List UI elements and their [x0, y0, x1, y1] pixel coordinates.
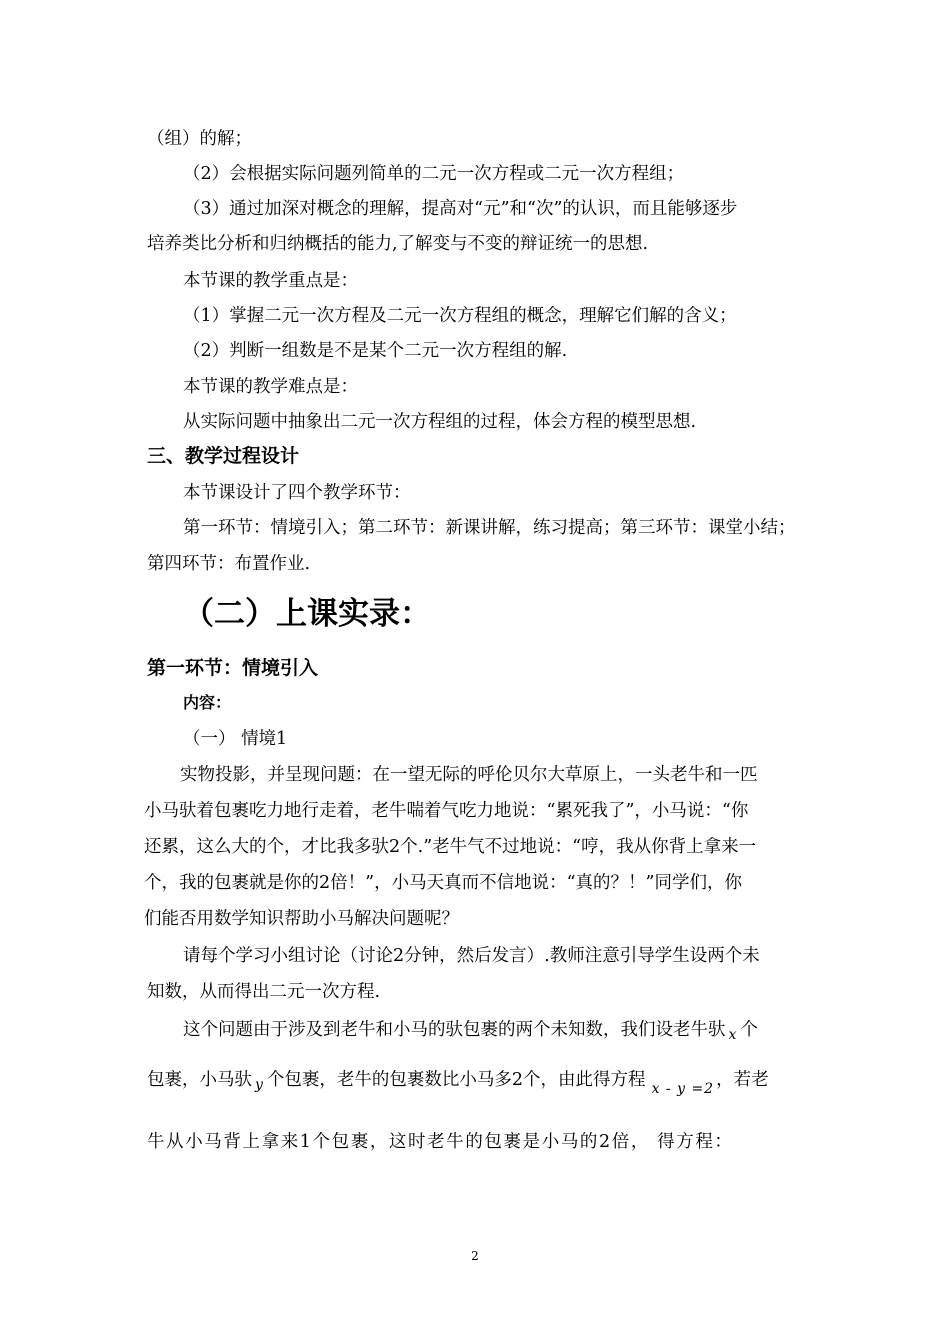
text-line: 知数，从而得出二元一次方程. — [147, 982, 381, 1002]
text-line: 培养类比分析和归纳概括的能力,了解变与不变的辩证统一的思想. — [147, 234, 649, 254]
equation: x - y =2 — [651, 1081, 715, 1097]
variable-y: y — [255, 1077, 264, 1093]
story-line: 实物投影，并呈现问题：在一望无际的呼伦贝尔大草原上，一头老牛和一匹 — [180, 765, 758, 785]
content-label: 内容： — [183, 693, 232, 712]
text-line: 从实际问题中抽象出二元一次方程组的过程，体会方程的模型思想. — [183, 412, 697, 432]
text-span: ，若老 — [716, 1070, 769, 1090]
text-span: 包裹，小马驮 — [147, 1070, 252, 1090]
story-line: 们能否用数学知识帮助小马解决问题呢？ — [144, 909, 459, 929]
text-line: （1）掌握二元一次方程及二元一次方程组的概念，理解它们解的含义； — [183, 306, 737, 326]
scene-label: （一） 情境1 — [183, 729, 288, 749]
stage-heading: 第一环节：情境引入 — [147, 657, 319, 679]
text-line: 第四环节：布置作业. — [147, 554, 311, 574]
story-line: 小马驮着包裹吃力地行走着，老牛喘着气吃力地说：“累死我了”，小马说：“你 — [144, 801, 749, 821]
text-span: 这个问题由于涉及到老牛和小马的驮包裹的两个未知数，我们设老牛驮 — [183, 1020, 726, 1040]
text-span: 个包裹，老牛的包裹数比小马多2个，由此得方程 — [266, 1070, 646, 1090]
text-line: 牛从小马背上拿来1个包裹，这时老牛的包裹是小马的2倍， 得方程： — [147, 1132, 734, 1152]
text-line: （2）会根据实际问题列简单的二元一次方程或二元一次方程组； — [183, 164, 685, 184]
text-line: （3）通过加深对概念的理解，提高对“元”和“次”的认识，而且能够逐步 — [183, 199, 738, 219]
text-line — [183, 1018, 758, 1047]
text-line: （2）判断一组数是不是某个二元一次方程组的解. — [183, 341, 568, 361]
text-line: 第一环节：情境引入；第二环节：新课讲解，练习提高；第三环节：课堂小结； — [183, 518, 796, 538]
text-span: 个 — [740, 1020, 758, 1040]
text-line: 本节课的教学重点是： — [183, 271, 358, 291]
page-number: 2 — [471, 1249, 479, 1263]
text-line: 请每个学习小组讨论（讨论2分钟，然后发言）.教师注意引导学生设两个未 — [183, 946, 760, 966]
text-line: 本节课设计了四个教学环节： — [183, 483, 411, 503]
section-heading: 三、教学过程设计 — [147, 445, 300, 467]
text-line: （组）的解； — [147, 129, 252, 149]
text-line — [147, 1068, 769, 1101]
text-line: 本节课的教学难点是： — [183, 377, 358, 397]
story-line: 个，我的包裹就是你的2倍！”，小马天真而不信地说：“真的？！”同学们，你 — [144, 873, 742, 893]
section-title: （二）上课实录： — [183, 596, 431, 632]
story-line: 还累，这么大的个，才比我多驮2个.”老牛气不过地说：“哼，我从你背上拿来一 — [144, 837, 757, 857]
variable-x: x — [728, 1027, 738, 1043]
